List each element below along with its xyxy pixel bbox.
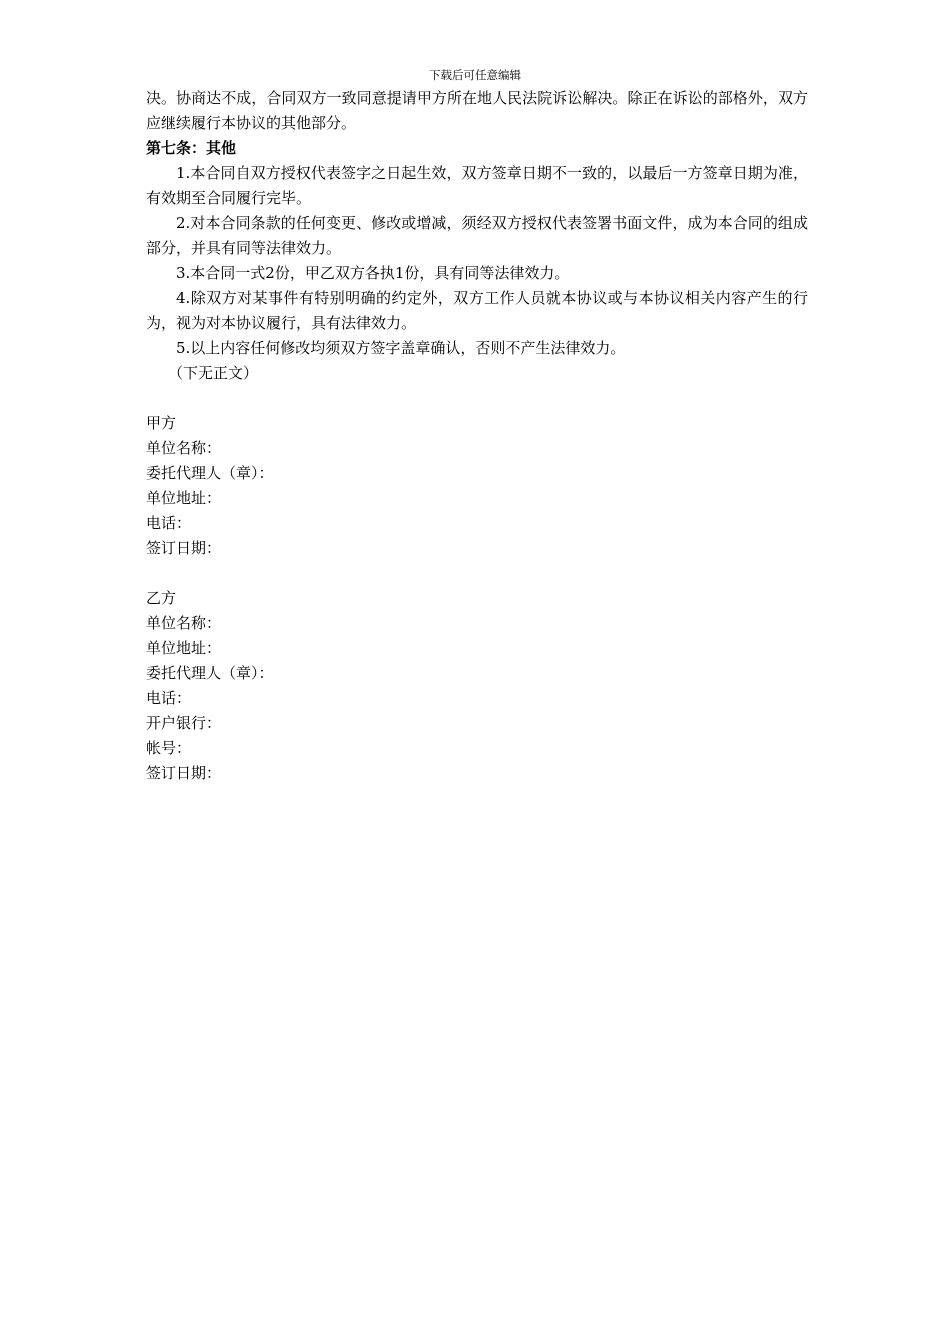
party-b-field: 签订日期： xyxy=(146,764,222,782)
party-a-field: 电话： xyxy=(146,514,192,532)
party-a-field: 委托代理人（章）： xyxy=(146,464,274,482)
party-b-field: 帐号： xyxy=(146,739,192,757)
party-a-field: 签订日期： xyxy=(146,539,222,557)
party-b-field: 电话： xyxy=(146,689,192,707)
spacer xyxy=(146,561,808,586)
party-b-field: 单位地址： xyxy=(146,639,222,657)
page-header-note: 下载后可任意编辑 xyxy=(429,68,521,82)
party-a-field: 单位地址： xyxy=(146,489,222,507)
clause-4: 4.除双方对某事件有特别明确的约定外，双方工作人员就本协议或与本协议相关内容产生的行为，视为对本协议履行，具有法律效力。 xyxy=(146,289,808,332)
end-of-text-note: （下无正文） xyxy=(168,364,259,382)
party-b-section xyxy=(146,586,808,786)
party-b-field: 单位名称： xyxy=(146,614,222,632)
party-a-title: 甲方 xyxy=(146,414,177,432)
spacer xyxy=(146,386,808,411)
article-7-title: 第七条：其他 xyxy=(146,139,237,157)
party-b-field: 委托代理人（章）： xyxy=(146,664,274,682)
clause-1: 1.本合同自双方授权代表签字之日起生效，双方签章日期不一致的，以最后一方签章日期为准，有效期至合同履行完毕。 xyxy=(146,164,808,207)
party-a-field: 单位名称： xyxy=(146,439,222,457)
party-b-title: 乙方 xyxy=(146,589,177,607)
clause-3: 3.本合同一式2份，甲乙双方各执1份，具有同等法律效力。 xyxy=(176,264,570,282)
clause-5: 5.以上内容任何修改均须双方签字盖章确认，否则不产生法律效力。 xyxy=(176,339,626,357)
document-body xyxy=(146,86,808,786)
party-b-field: 开户银行： xyxy=(146,714,222,732)
clause-2: 2.对本合同条款的任何变更、修改或增减，须经双方授权代表签署书面文件，成为本合同的组成部分，并具有同等法律效力。 xyxy=(146,214,808,257)
continuation-paragraph: 决。协商达不成，合同双方一致同意提请甲方所在地人民法院诉讼解决。除正在诉讼的部格外，双方应继续履行本协议的其他部分。 xyxy=(146,89,808,132)
party-a-section xyxy=(146,411,808,561)
